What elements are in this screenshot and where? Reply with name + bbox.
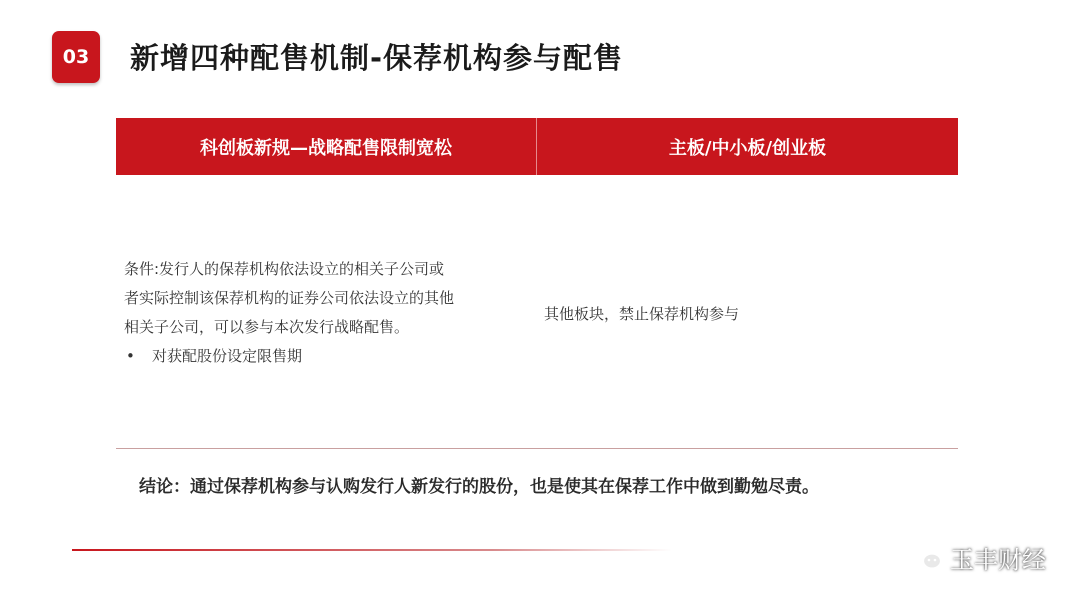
condition-line: 者实际控制该保荐机构的证券公司依法设立的其他 (124, 289, 455, 307)
conclusion-text: 结论：通过保荐机构参与认购发行人新发行的股份，也是使其在保荐工作中做到勤勉尽责。 (139, 477, 819, 497)
slide-title: 新增四种配售机制-保荐机构参与配售 (130, 41, 624, 75)
bullet-dot: • (126, 347, 135, 365)
header-star-market: 科创板新规—战略配售限制宽松 (116, 118, 537, 175)
table-body-row (116, 175, 958, 448)
wechat-icon (910, 543, 944, 573)
footer-divider (72, 549, 672, 551)
bullet-text: 对获配股份设定限售期 (152, 347, 303, 365)
watermark (910, 540, 1046, 575)
other-boards-cell: 其他板块，禁止保荐机构参与 (544, 305, 740, 323)
table-header-row (116, 118, 958, 175)
watermark-text: 玉丰财经 (950, 546, 1046, 574)
comparison-table (116, 118, 958, 448)
condition-line: 条件:发行人的保荐机构依法设立的相关子公司或 (124, 260, 445, 278)
star-market-cell (116, 175, 536, 448)
condition-line: 相关子公司，可以参与本次发行战略配售。 (124, 318, 410, 336)
bullet-item (124, 342, 536, 371)
section-number-badge: 03 (52, 31, 100, 83)
table-bottom-divider (116, 448, 958, 449)
header-other-boards: 主板/中小板/创业板 (668, 137, 827, 159)
